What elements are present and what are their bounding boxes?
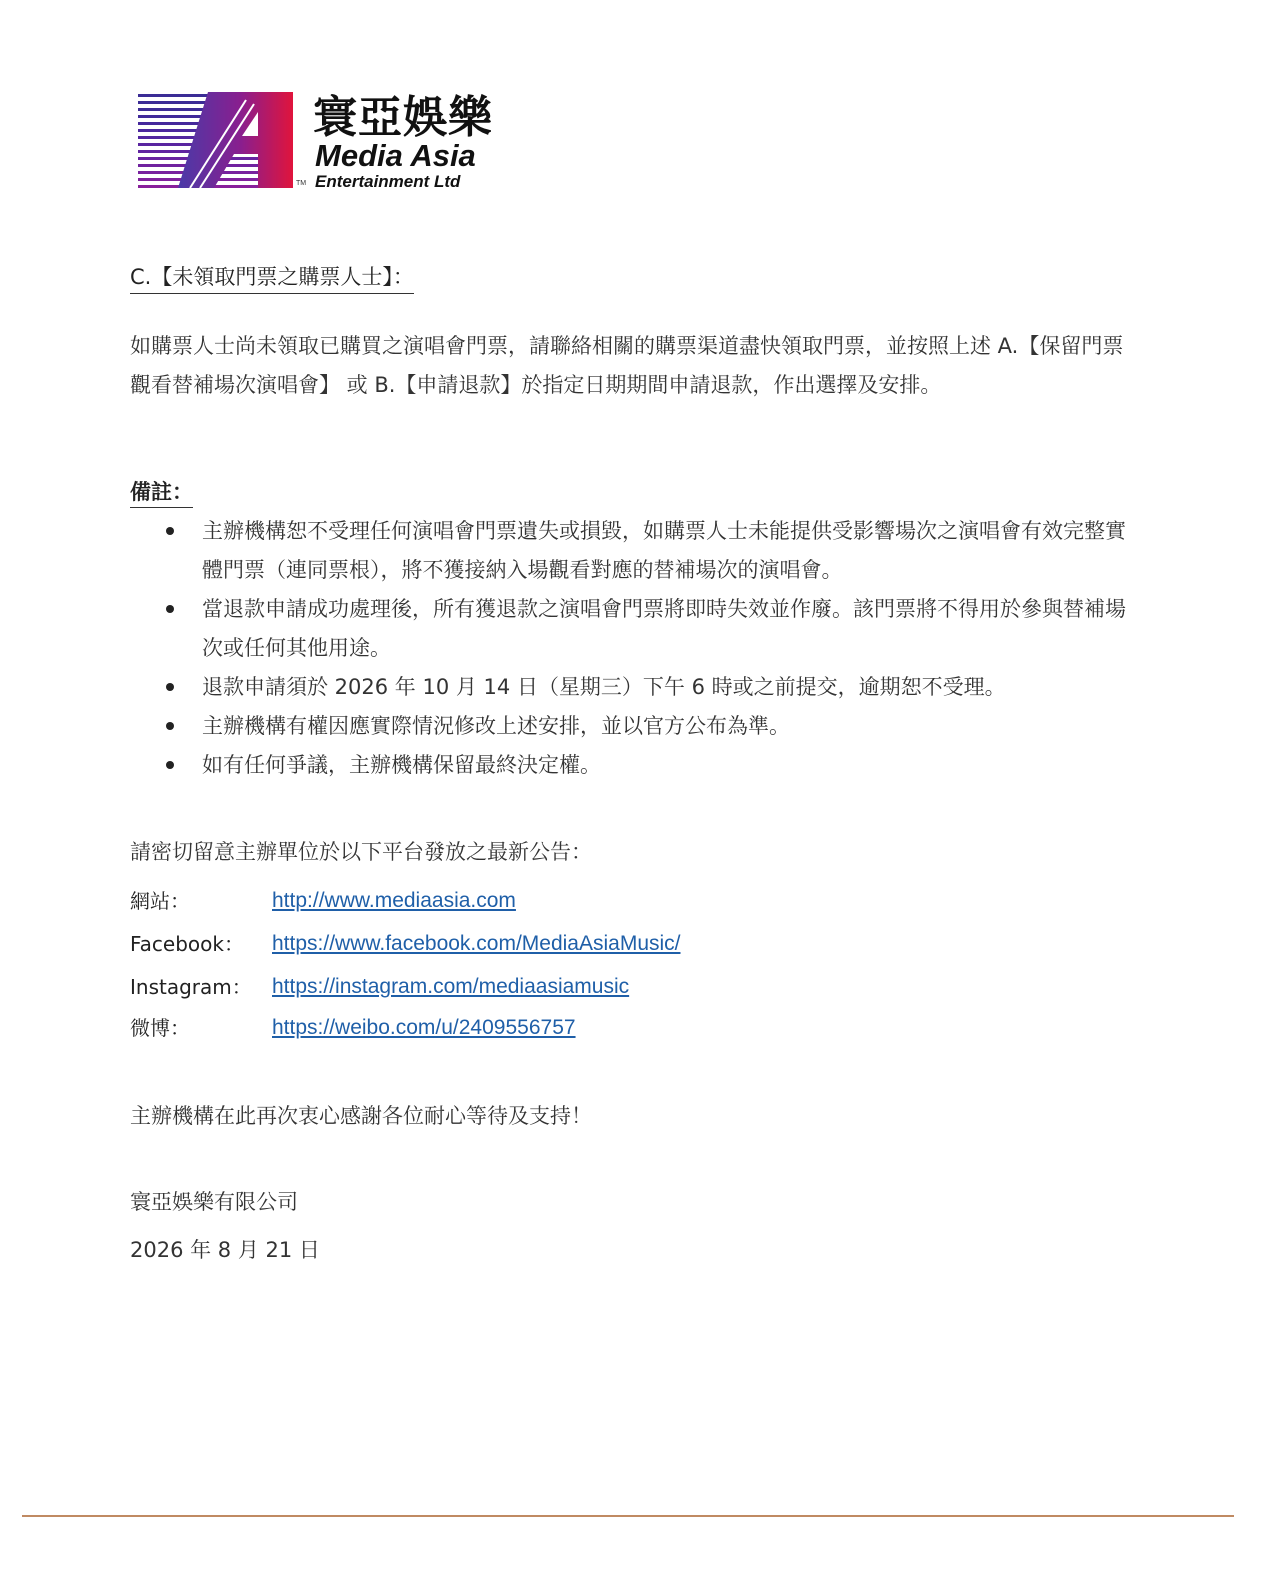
notice-date: 2026 年 8 月 21 日 bbox=[130, 1238, 320, 1262]
note-text: 當退款申請成功處理後，所有獲退款之演唱會門票將即時失效並作廢。該門票將不得用於參與替補場次或任何其他用途。 bbox=[202, 597, 1126, 660]
unclaimed-tickets-paragraph: 如購票人士尚未領取已購買之演唱會門票，請聯絡相關的購票渠道盡快領取門票，並按照上述 A.【保留門票觀看替補場次演唱會】 或 B.【申請退款】於指定日期期間申請退款，作出選擇及安排。 bbox=[130, 334, 1124, 397]
note-text: 主辦機構有權因應實際情況修改上述安排，並以官方公布為準。 bbox=[202, 714, 790, 738]
website-label: 網站： bbox=[130, 889, 190, 913]
platforms-intro: 請密切留意主辦單位於以下平台發放之最新公告： bbox=[130, 840, 592, 864]
note-item bbox=[130, 668, 1140, 707]
media-asia-logo bbox=[138, 92, 498, 196]
notes-heading: 備註： bbox=[130, 477, 193, 508]
note-text: 退款申請須於 2026 年 10 月 14 日（星期三）下午 6 時或之前提交，逾期恕不受理。 bbox=[202, 675, 1006, 699]
logo-chinese-name: 寰亞娛樂 bbox=[313, 92, 493, 143]
bullet-icon bbox=[166, 527, 174, 535]
thanks-message: 主辦機構在此再次衷心感謝各位耐心等待及支持！ bbox=[130, 1104, 592, 1128]
note-item bbox=[130, 590, 1140, 668]
weibo-link[interactable]: https://weibo.com/u/2409556757 bbox=[272, 1016, 576, 1039]
logo-trademark: TM bbox=[296, 180, 307, 187]
note-text: 主辦機構恕不受理任何演唱會門票遺失或損毀，如購票人士未能提供受影響場次之演唱會有效完整實體門票（連同票根），將不獲接納入場觀看對應的替補場次的演唱會。 bbox=[202, 519, 1126, 582]
notes-list bbox=[130, 512, 1140, 785]
media-asia-logo-mark-icon bbox=[138, 92, 298, 190]
note-text: 如有任何爭議，主辦機構保留最終決定權。 bbox=[202, 753, 601, 777]
facebook-link[interactable]: https://www.facebook.com/MediaAsiaMusic/ bbox=[272, 932, 681, 955]
weibo-label: 微博： bbox=[130, 1016, 190, 1040]
logo-english-name: Media Asia bbox=[315, 138, 476, 173]
bullet-icon bbox=[166, 605, 174, 613]
instagram-link[interactable]: https://instagram.com/mediaasiamusic bbox=[272, 975, 630, 998]
bullet-icon bbox=[166, 761, 174, 769]
note-item bbox=[130, 746, 1140, 785]
instagram-label: Instagram： bbox=[130, 975, 252, 999]
note-item bbox=[130, 512, 1140, 590]
website-link[interactable]: http://www.mediaasia.com bbox=[272, 889, 516, 912]
facebook-label: Facebook： bbox=[130, 932, 244, 956]
bullet-icon bbox=[166, 722, 174, 730]
section-c-heading: C.【未領取門票之購票人士】： bbox=[130, 263, 414, 294]
note-item bbox=[130, 707, 1140, 746]
logo-english-subtitle: Entertainment Ltd bbox=[315, 172, 461, 191]
bullet-icon bbox=[166, 683, 174, 691]
company-name: 寰亞娛樂有限公司 bbox=[130, 1190, 298, 1214]
footer-divider bbox=[22, 1515, 1234, 1517]
